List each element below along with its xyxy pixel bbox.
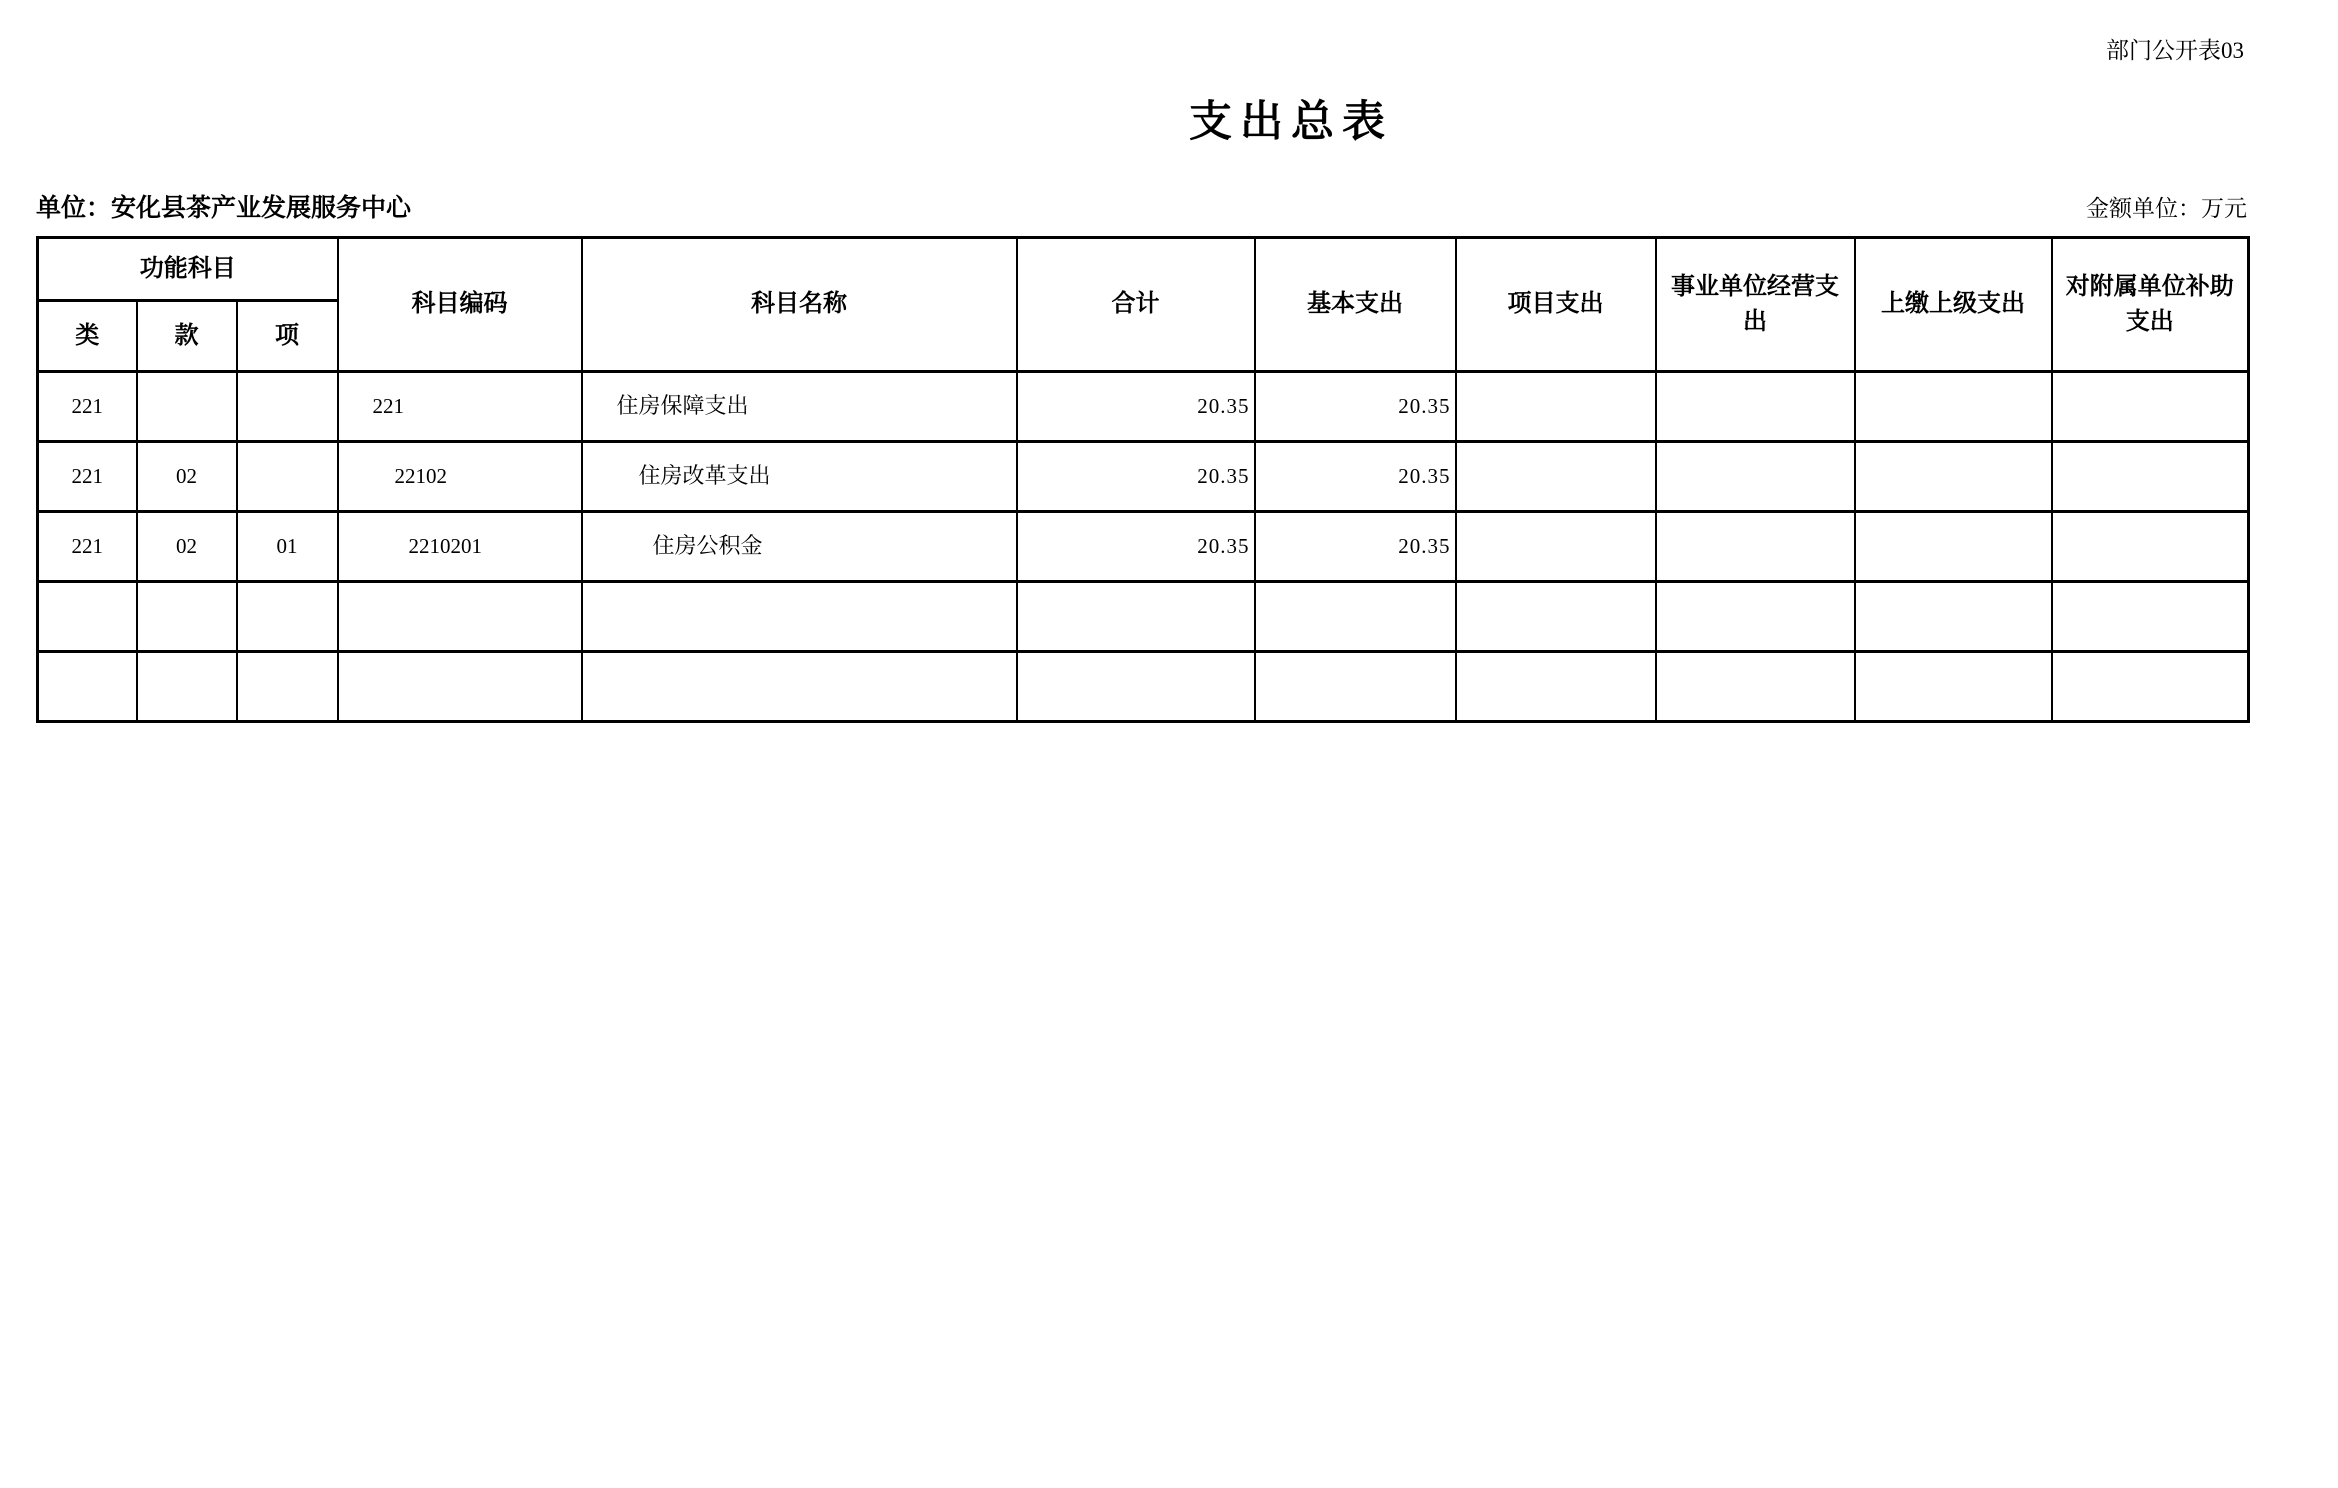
cell-project xyxy=(1456,512,1656,582)
amount-unit-label: 金额单位：万元 xyxy=(2086,196,2247,221)
cell-name xyxy=(582,582,1017,652)
cell-total: 20.35 xyxy=(1017,372,1255,442)
col-header-basic: 基本支出 xyxy=(1255,238,1456,372)
cell-remit-upper xyxy=(1855,372,2052,442)
cell-name: 住房公积金 xyxy=(582,512,1017,582)
table-body xyxy=(38,372,2249,722)
col-header-name: 科目名称 xyxy=(582,238,1017,372)
cell-func-item: 01 xyxy=(237,512,338,582)
table-row xyxy=(38,372,2249,442)
cell-project xyxy=(1456,372,1656,442)
cell-func-class: 221 xyxy=(38,372,137,442)
col-header-total: 合计 xyxy=(1017,238,1255,372)
col-header-func-class: 类 xyxy=(38,301,137,372)
cell-func-item xyxy=(237,372,338,442)
col-header-functional-group: 功能科目 xyxy=(38,238,338,301)
cell-subsidy-affiliated xyxy=(2052,512,2249,582)
col-header-operating: 事业单位经营支出 xyxy=(1656,238,1855,372)
cell-remit-upper xyxy=(1855,652,2052,722)
cell-func-class: 221 xyxy=(38,442,137,512)
cell-total xyxy=(1017,582,1255,652)
cell-func-section xyxy=(137,652,237,722)
cell-project xyxy=(1456,582,1656,652)
col-header-subsidy-affiliated: 对附属单位补助支出 xyxy=(2052,238,2249,372)
cell-func-item xyxy=(237,652,338,722)
unit-label: 单位：安化县茶产业发展服务中心 xyxy=(36,195,412,222)
col-header-func-section: 款 xyxy=(137,301,237,372)
cell-operating xyxy=(1656,652,1855,722)
cell-total xyxy=(1017,652,1255,722)
cell-operating xyxy=(1656,442,1855,512)
cell-basic: 20.35 xyxy=(1255,512,1456,582)
cell-remit-upper xyxy=(1855,512,2052,582)
cell-operating xyxy=(1656,372,1855,442)
cell-operating xyxy=(1656,582,1855,652)
table-row xyxy=(38,512,2249,582)
col-header-code: 科目编码 xyxy=(338,238,582,372)
meta-row xyxy=(36,188,2247,224)
col-header-remit-upper: 上缴上级支出 xyxy=(1855,238,2052,372)
cell-remit-upper xyxy=(1855,442,2052,512)
cell-code: 2210201 xyxy=(338,512,582,582)
table-row xyxy=(38,652,2249,722)
cell-name: 住房改革支出 xyxy=(582,442,1017,512)
cell-name: 住房保障支出 xyxy=(582,372,1017,442)
table-row xyxy=(38,442,2249,512)
cell-total: 20.35 xyxy=(1017,442,1255,512)
cell-subsidy-affiliated xyxy=(2052,652,2249,722)
expenditure-table xyxy=(36,236,2250,723)
cell-code: 221 xyxy=(338,372,582,442)
cell-operating xyxy=(1656,512,1855,582)
cell-basic xyxy=(1255,652,1456,722)
cell-subsidy-affiliated xyxy=(2052,372,2249,442)
col-header-func-item: 项 xyxy=(237,301,338,372)
cell-code: 22102 xyxy=(338,442,582,512)
header-row-1 xyxy=(38,238,2249,301)
cell-name xyxy=(582,652,1017,722)
doc-code: 部门公开表03 xyxy=(2106,38,2244,63)
cell-remit-upper xyxy=(1855,582,2052,652)
cell-basic: 20.35 xyxy=(1255,372,1456,442)
cell-project xyxy=(1456,652,1656,722)
cell-code xyxy=(338,582,582,652)
col-header-project: 项目支出 xyxy=(1456,238,1656,372)
table-row xyxy=(38,582,2249,652)
cell-code xyxy=(338,652,582,722)
cell-total: 20.35 xyxy=(1017,512,1255,582)
title-row xyxy=(0,98,2338,148)
cell-func-section xyxy=(137,582,237,652)
cell-func-section xyxy=(137,372,237,442)
table-header xyxy=(38,238,2249,372)
cell-func-item xyxy=(237,442,338,512)
cell-func-item xyxy=(237,582,338,652)
page-title: 支出总表 xyxy=(1189,99,1393,146)
cell-basic xyxy=(1255,582,1456,652)
cell-func-class xyxy=(38,582,137,652)
cell-func-section: 02 xyxy=(137,442,237,512)
cell-project xyxy=(1456,442,1656,512)
cell-subsidy-affiliated xyxy=(2052,442,2249,512)
cell-basic: 20.35 xyxy=(1255,442,1456,512)
cell-func-section: 02 xyxy=(137,512,237,582)
cell-subsidy-affiliated xyxy=(2052,582,2249,652)
cell-func-class: 221 xyxy=(38,512,137,582)
cell-func-class xyxy=(38,652,137,722)
